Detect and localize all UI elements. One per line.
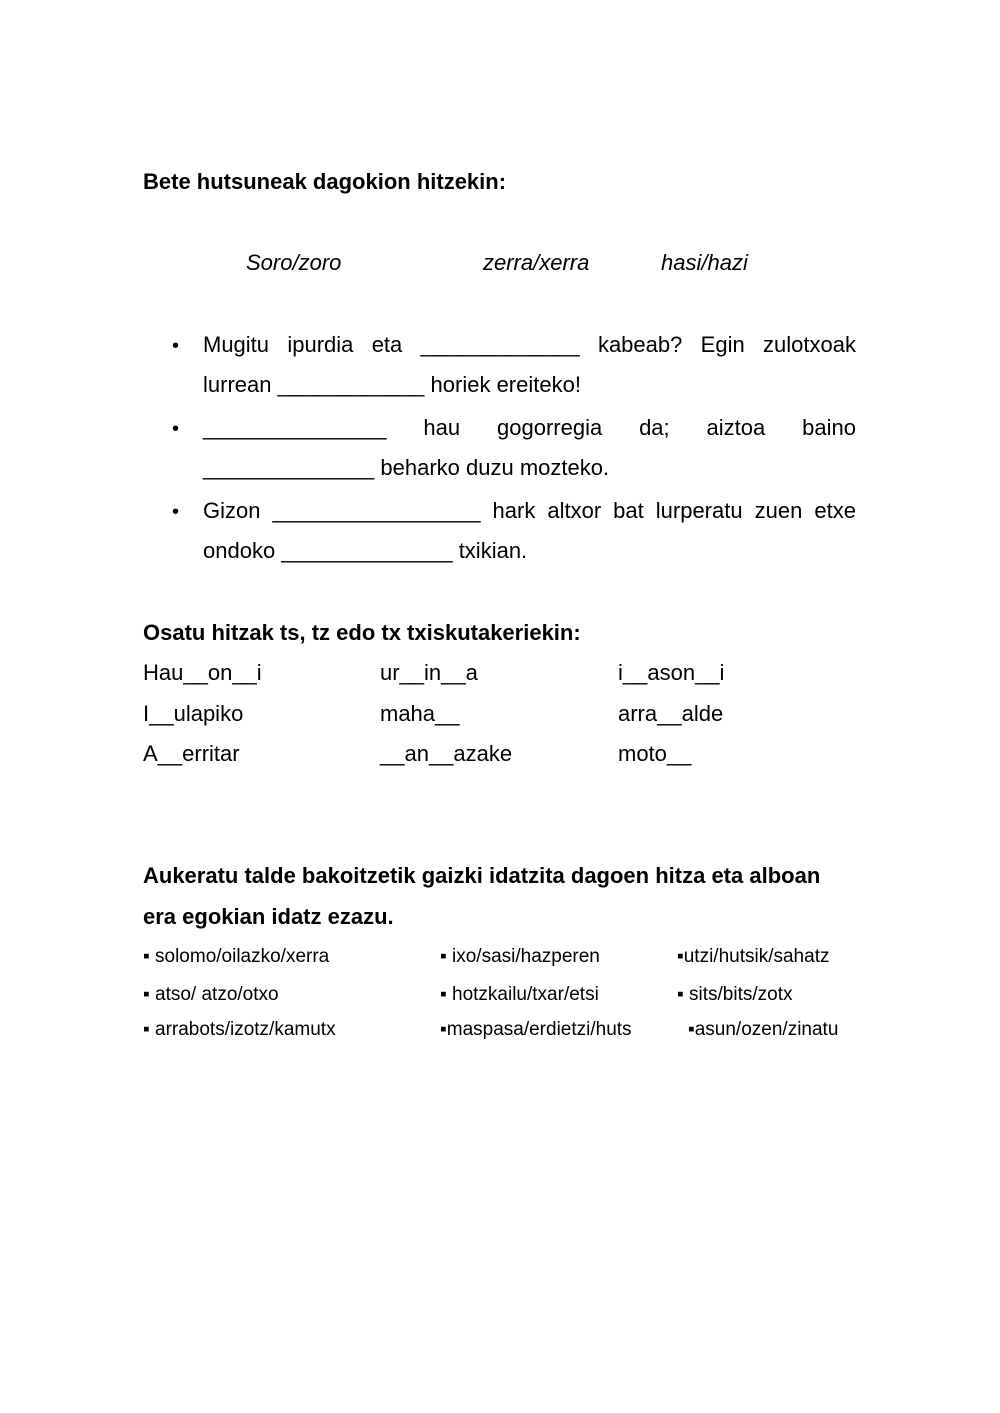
- word: aiztoa: [706, 415, 766, 440]
- word: zuen: [754, 498, 803, 523]
- word-option: Soro/zoro: [246, 250, 342, 275]
- word-option: zerra/xerra: [483, 250, 590, 275]
- word-group: ▪utzi/hutsik/sahatz: [677, 946, 830, 967]
- bullet: •: [172, 418, 180, 440]
- fill-word: i__ason__i: [618, 660, 725, 685]
- word: hark: [492, 498, 536, 523]
- word: Gizon: [203, 498, 261, 523]
- sentence-1-line-2: lurrean ____________ horiek ereiteko!: [203, 372, 581, 397]
- sentence-1-line-1: [203, 332, 856, 358]
- word: ipurdia: [287, 332, 354, 357]
- fill-word: ur__in__a: [380, 660, 478, 685]
- word-group: ▪asun/ozen/zinatu: [688, 1019, 839, 1040]
- word: baino: [802, 415, 856, 440]
- word: altxor: [547, 498, 602, 523]
- section3-heading-line-2: era egokian idatz ezazu.: [143, 904, 394, 929]
- fill-word: I__ulapiko: [143, 701, 244, 726]
- sentence-2-line-2: ______________ beharko duzu mozteko.: [203, 455, 610, 480]
- word: hau: [423, 415, 461, 440]
- sentence-2-line-1: [203, 415, 856, 441]
- word: lurperatu: [655, 498, 743, 523]
- word-group: ▪ solomo/oilazko/xerra: [143, 946, 330, 967]
- word: da;: [639, 415, 670, 440]
- word-group: ▪ hotzkailu/txar/etsi: [440, 984, 599, 1005]
- word-group: ▪maspasa/erdietzi/huts: [440, 1019, 632, 1040]
- section3-heading-line-1: Aukeratu talde bakoitzetik gaizki idatzita dagoen hitza eta alboan: [143, 863, 821, 888]
- fill-word: moto__: [618, 741, 692, 766]
- word: gogorregia: [497, 415, 603, 440]
- word: eta: [371, 332, 403, 357]
- sentence-3-line-1: [203, 498, 856, 524]
- blank: _________________: [272, 498, 481, 523]
- fill-word: arra__alde: [618, 701, 724, 726]
- section2-heading: Osatu hitzak ts, tz edo tx txiskutakeriekin:: [143, 620, 581, 645]
- word-group: ▪ arrabots/izotz/kamutx: [143, 1019, 336, 1040]
- word: kabeab?: [597, 332, 683, 357]
- section1-heading: Bete hutsuneak dagokion hitzekin:: [143, 169, 507, 194]
- word: bat: [613, 498, 644, 523]
- word-group: ▪ atso/ atzo/otxo: [143, 984, 279, 1005]
- fill-word: __an__azake: [380, 741, 513, 766]
- word-group: ▪ ixo/sasi/hazperen: [440, 946, 600, 967]
- fill-word: maha__: [380, 701, 460, 726]
- word: etxe: [814, 498, 856, 523]
- word-group: ▪ sits/bits/zotx: [677, 984, 793, 1005]
- bullet: •: [172, 501, 180, 523]
- word: zulotxoak: [763, 332, 856, 357]
- sentence-3-line-2: ondoko ______________ txikian.: [203, 538, 528, 563]
- word: Mugitu: [203, 332, 270, 357]
- fill-word: A__erritar: [143, 741, 240, 766]
- blank: _____________: [420, 332, 580, 357]
- word: Egin: [700, 332, 745, 357]
- blank: _______________: [203, 415, 387, 440]
- fill-word: Hau__on__i: [143, 660, 262, 685]
- bullet: •: [172, 335, 180, 357]
- word-option: hasi/hazi: [661, 250, 748, 275]
